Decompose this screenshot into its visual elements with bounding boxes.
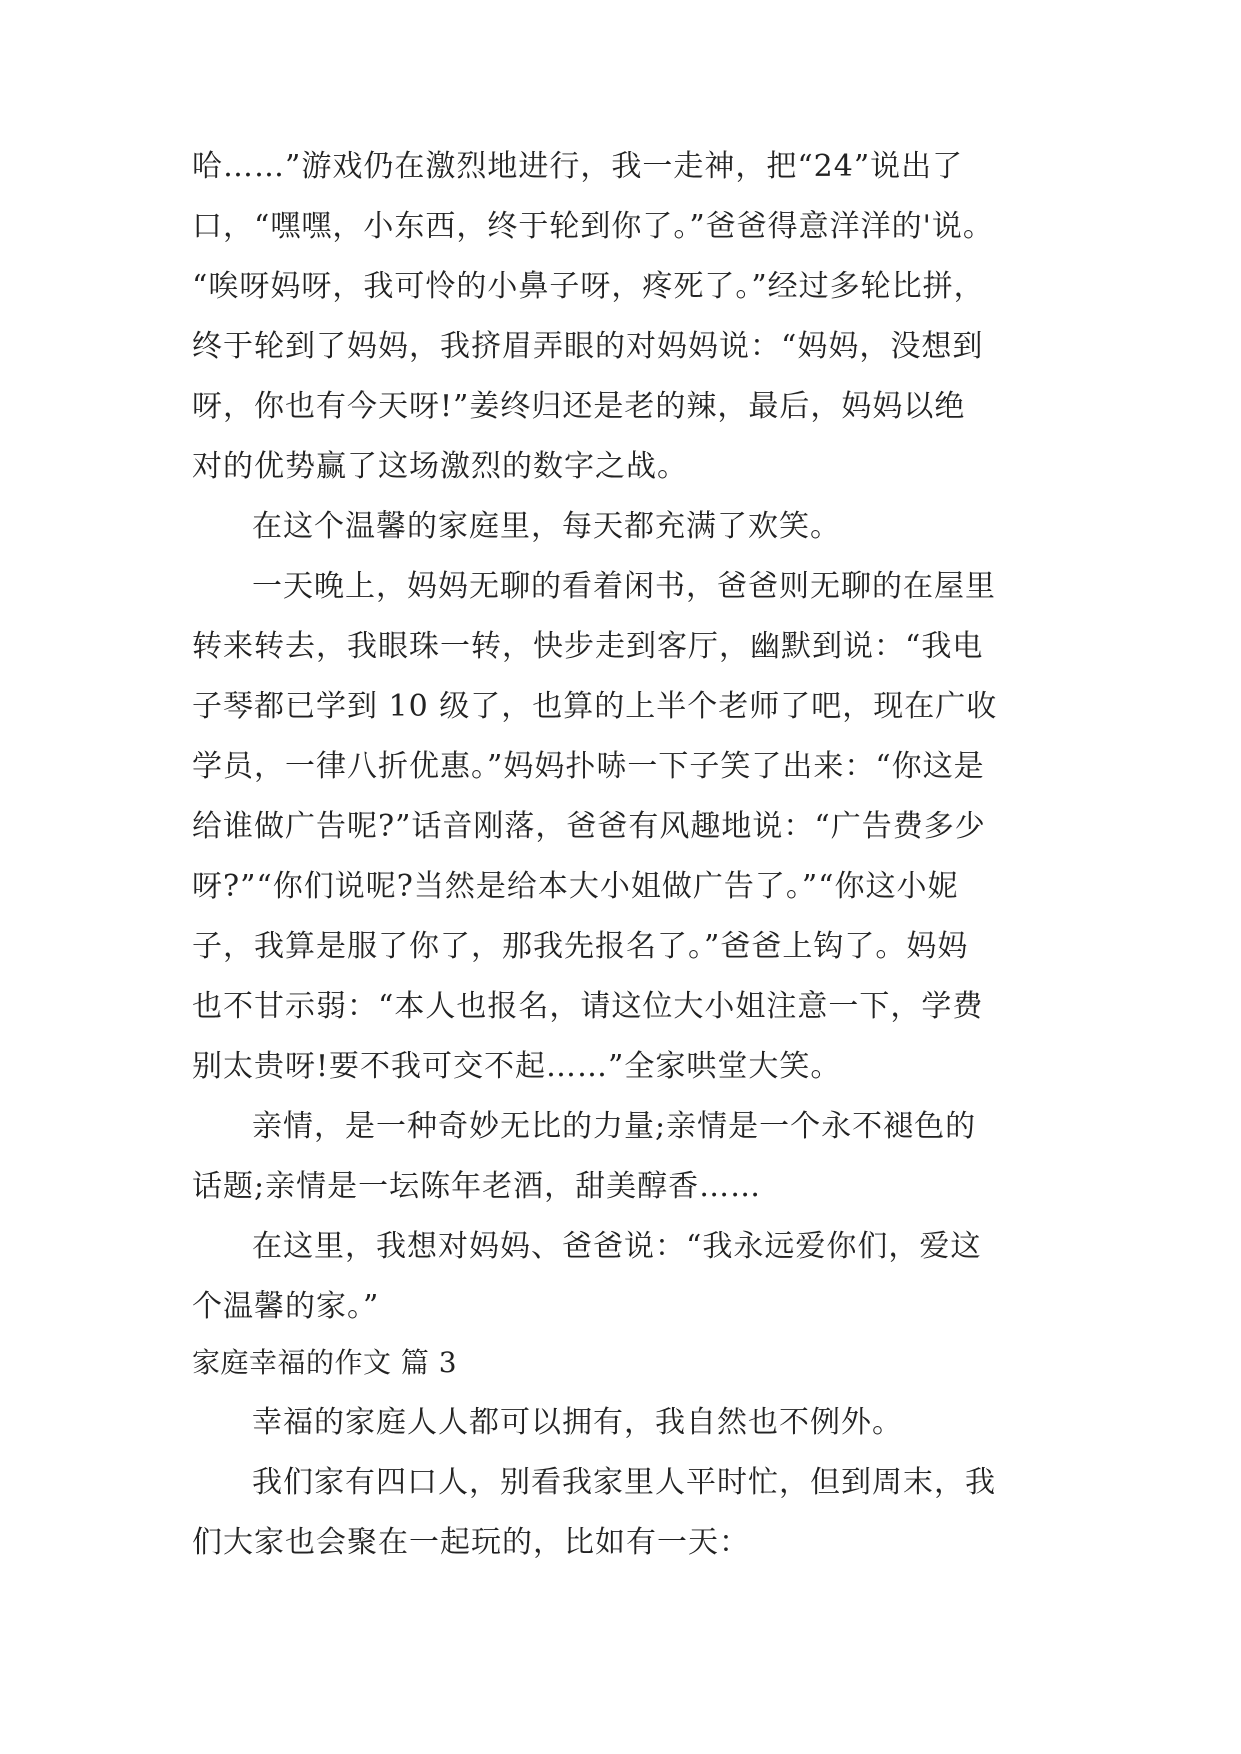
paragraph-line: 我们家有四口人，别看我家里人平时忙，但到周末，我 bbox=[252, 1465, 996, 1500]
section-heading: 家庭幸福的作文 篇 3 bbox=[192, 1346, 458, 1379]
text-line: 话题;亲情是一坛陈年老酒，甜美醇香…… bbox=[192, 1169, 762, 1204]
text-line: 呀，你也有今天呀!”姜终归还是老的辣，最后，妈妈以绝 bbox=[192, 389, 966, 424]
paragraph-line: 在这个温馨的家庭里，每天都充满了欢笑。 bbox=[252, 509, 841, 544]
text-line: 学员，一律八折优惠。”妈妈扑哧一下子笑了出来：“你这是 bbox=[192, 749, 985, 784]
text-line: 子，我算是服了你了，那我先报名了。”爸爸上钩了。妈妈 bbox=[192, 929, 969, 964]
text-line: 也不甘示弱：“本人也报名，请这位大小姐注意一下，学费 bbox=[192, 989, 984, 1024]
text-line: 别太贵呀!要不我可交不起……”全家哄堂大笑。 bbox=[192, 1049, 842, 1084]
text-line: 对的优势赢了这场激烈的数字之战。 bbox=[192, 449, 688, 484]
text-line: 口，“嘿嘿，小东西，终于轮到你了。”爸爸得意洋洋的'说。 bbox=[192, 209, 994, 244]
paragraph-line: 亲情，是一种奇妙无比的力量;亲情是一个永不褪色的 bbox=[252, 1109, 977, 1144]
paragraph-line: 一天晚上，妈妈无聊的看着闲书，爸爸则无聊的在屋里 bbox=[252, 569, 996, 604]
paragraph-line: 在这里，我想对妈妈、爸爸说：“我永远爱你们，爱这 bbox=[252, 1229, 982, 1264]
text-line: 们大家也会聚在一起玩的，比如有一天： bbox=[192, 1525, 750, 1560]
text-line: 给谁做广告呢?”话音刚落，爸爸有风趣地说：“广告费多少 bbox=[192, 809, 986, 844]
text-line: 哈……”游戏仍在激烈地进行，我一走神，把“24”说出了 bbox=[192, 149, 964, 184]
text-line: 转来转去，我眼珠一转，快步走到客厅，幽默到说：“我电 bbox=[192, 629, 984, 664]
text-line: “唉呀妈呀，我可怜的小鼻子呀，疼死了。”经过多轮比拼， bbox=[192, 269, 985, 304]
text-line: 个温馨的家。” bbox=[192, 1289, 380, 1324]
text-line: 子琴都已学到 10 级了，也算的上半个老师了吧，现在广收 bbox=[192, 689, 998, 724]
text-line: 呀?”“你们说呢?当然是给本大小姐做广告了。”“你这小妮 bbox=[192, 869, 959, 904]
paragraph-line: 幸福的家庭人人都可以拥有，我自然也不例外。 bbox=[252, 1405, 903, 1440]
text-line: 终于轮到了妈妈，我挤眉弄眼的对妈妈说：“妈妈，没想到 bbox=[192, 329, 984, 364]
